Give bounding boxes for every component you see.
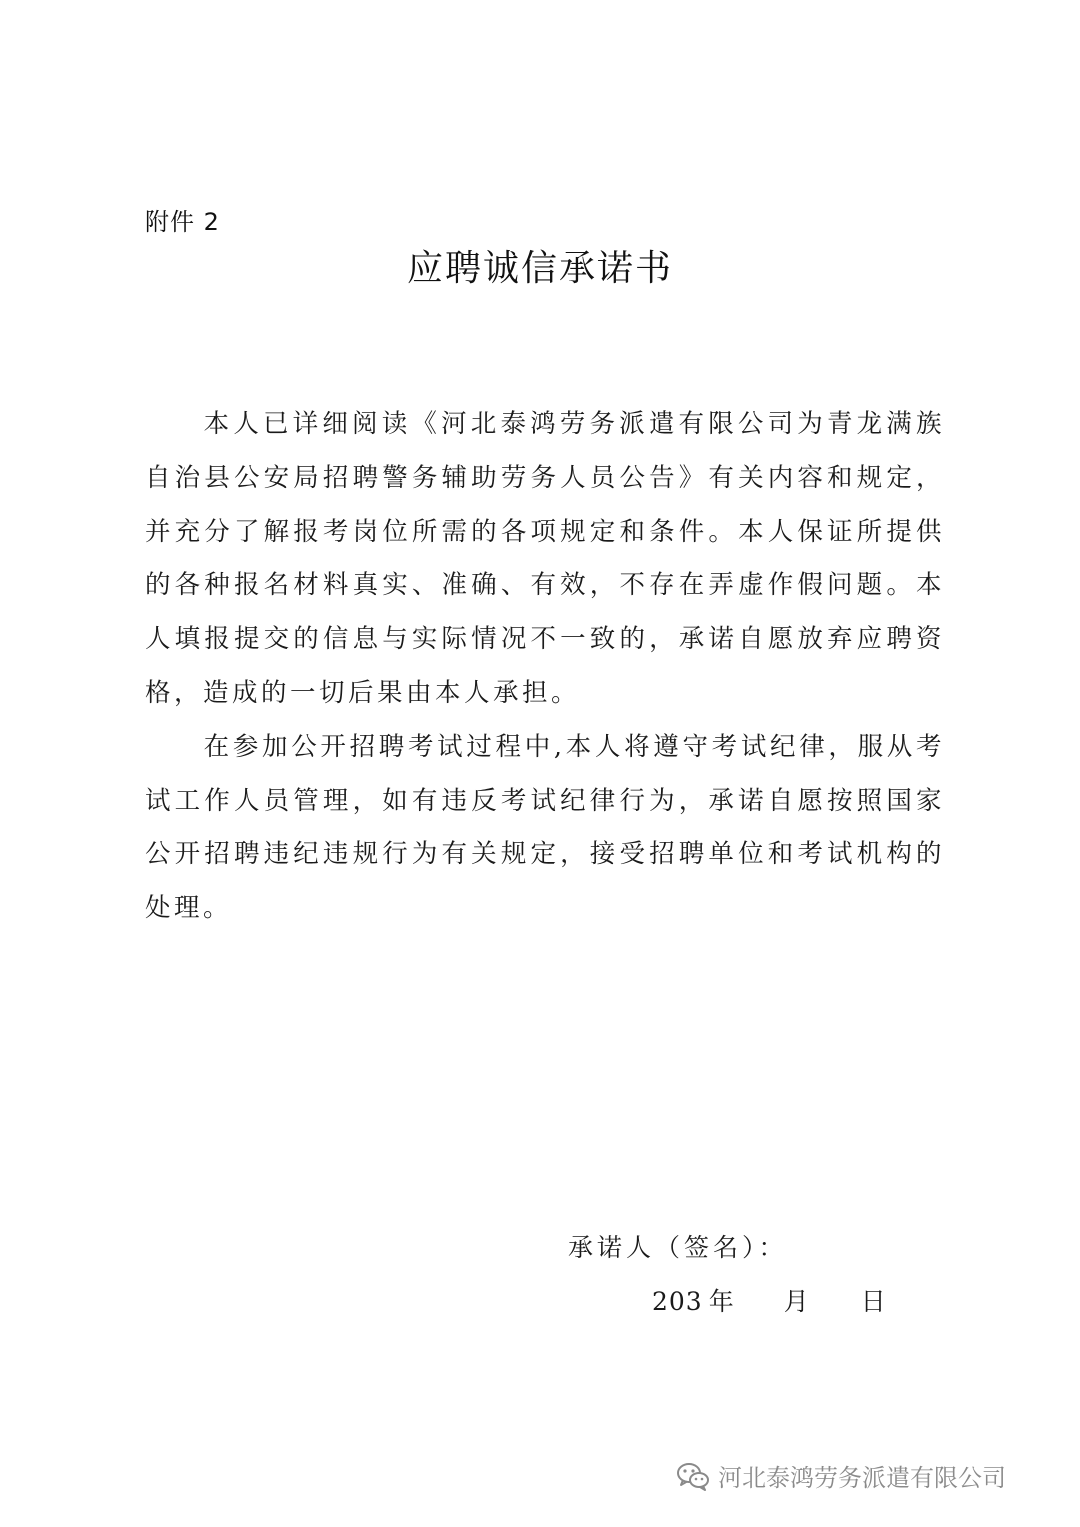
watermark-text: 河北泰鸿劳务派遣有限公司 <box>718 1464 1006 1492</box>
date-year-label: 年 <box>708 1287 734 1316</box>
date-day-label: 日 <box>860 1287 886 1316</box>
watermark <box>676 1458 1006 1493</box>
attachment-label: 附件 2 <box>145 208 220 236</box>
date-month-label: 月 <box>783 1287 809 1316</box>
date-year: 203 <box>652 1287 703 1316</box>
document-title: 应聘诚信承诺书 <box>406 248 673 289</box>
wechat-icon <box>676 1461 710 1491</box>
paragraph-2: 在参加公开招聘考试过程中,本人将遵守考试纪律，服从考试工作人员管理，如有违反考试纪律行为，承诺自愿按照国家公开招聘违纪违规行为有关规定，接受招聘单位和考试机构的处理。 <box>145 731 945 924</box>
date-line <box>652 1282 886 1318</box>
document-body <box>145 398 945 936</box>
paragraph-1: 本人已详细阅读《河北泰鸿劳务派遣有限公司为青龙满族自治县公安局招聘警务辅助劳务人员公告》有关内容和规定，并充分了解报考岗位所需的各项规定和条件。本人保证所提供的各种报名材料真实、准确、有效，不存在弄虚作假问题。本人填报提交的信息与实际情况不一致的，承诺自愿放弃应聘资格，造成的一切后果由本人承担。 <box>145 409 945 708</box>
signature-label: 承诺人（签名）： <box>568 1233 788 1262</box>
